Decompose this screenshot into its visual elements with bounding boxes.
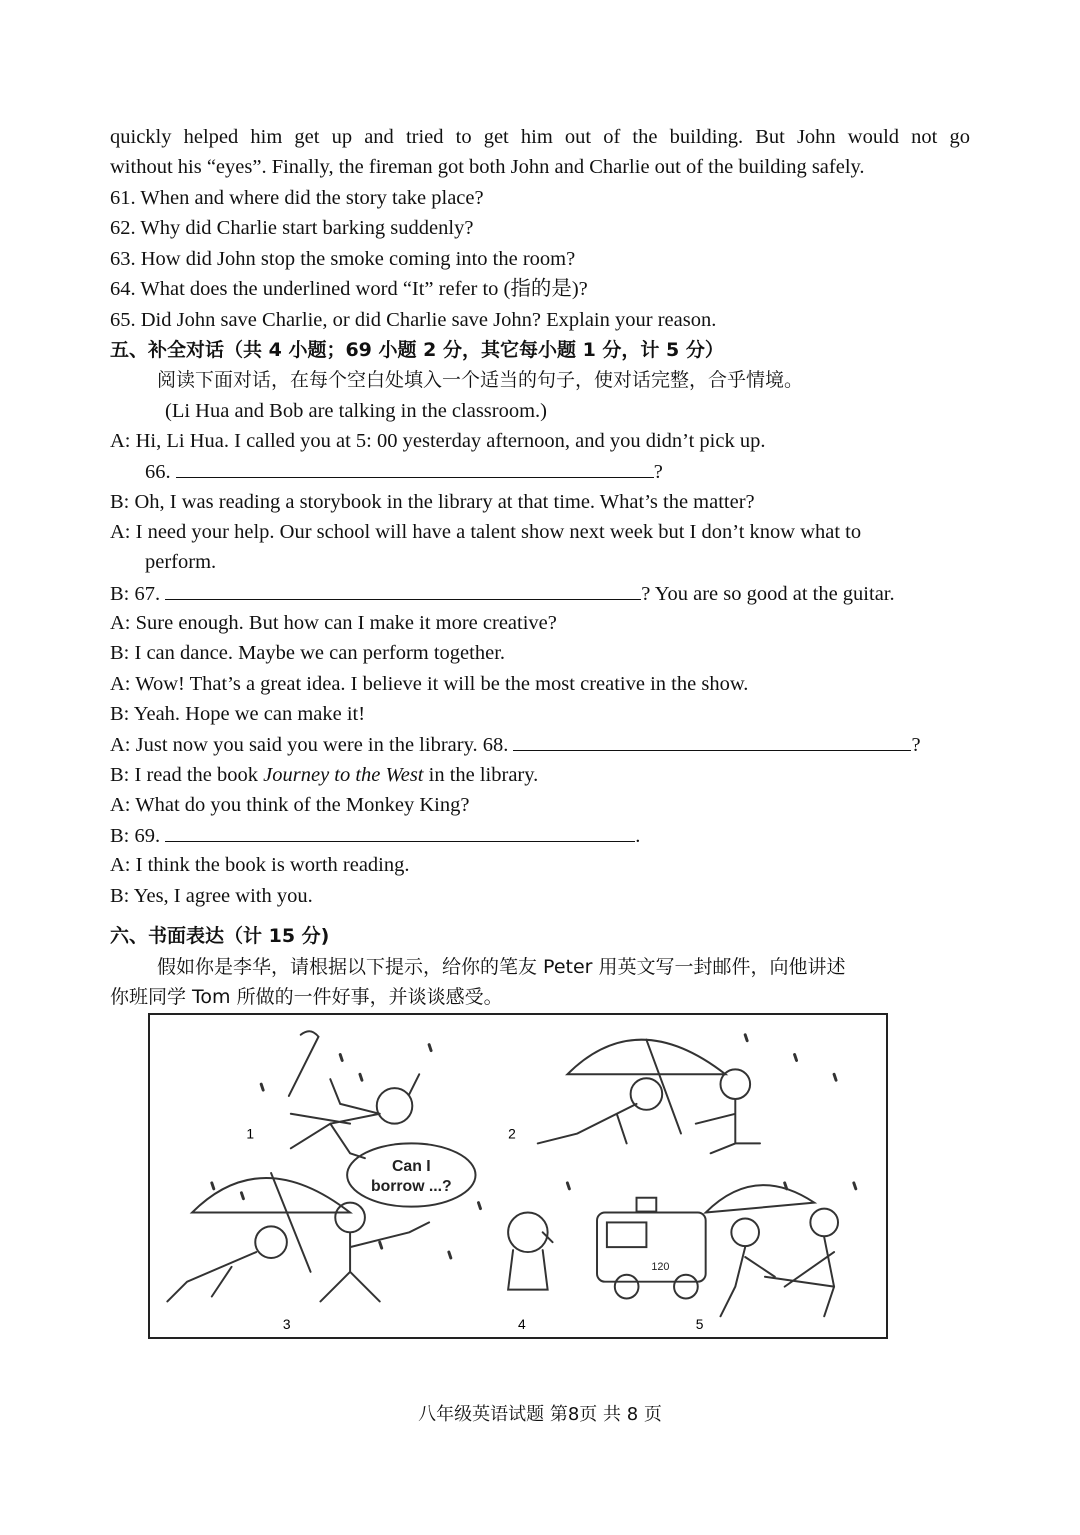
- page-footer: 八年级英语试题 第8页 共 8 页: [418, 1404, 662, 1425]
- panel-5-doctors: [706, 1185, 838, 1316]
- dialogue-line: A: Sure enough. But how can I make it more creative?: [110, 612, 557, 634]
- comic-illustration: [148, 1013, 888, 1339]
- panel-2-figure: [538, 1040, 760, 1154]
- answer-blank-68[interactable]: [513, 732, 911, 751]
- blank-number: B: 69.: [110, 825, 161, 847]
- comic-svg: [150, 1015, 886, 1337]
- panel-number-3: 3: [282, 1316, 291, 1333]
- speech-line-1: Can I: [392, 1158, 431, 1176]
- blank-end: ?: [911, 734, 921, 756]
- dialogue-line: B: I can dance. Maybe we can perform together.: [110, 642, 506, 664]
- dialogue-blank-67: [110, 581, 895, 606]
- section-5-heading: 五、补全对话（共 4 小题；69 小题 2 分，其它每小题 1 分，计 5 分）: [110, 339, 724, 361]
- speech-line-2: borrow ...?: [370, 1177, 452, 1195]
- question-64: 64. What does the underlined word “It” refer to (指的是)?: [110, 278, 588, 300]
- dialogue-line: A: Wow! That’s a great idea. I believe it will be the most creative in the show.: [110, 673, 749, 695]
- panel-1-figure: [289, 1031, 419, 1158]
- answer-blank-67[interactable]: [165, 581, 641, 600]
- dialogue-line: B: Yes, I agree with you.: [110, 885, 313, 907]
- dialogue-text: in the library.: [423, 764, 539, 786]
- blank-end: ? You are so good at the guitar.: [641, 583, 895, 605]
- dialogue-line: A: What do you think of the Monkey King?: [110, 794, 470, 816]
- writing-prompt: 假如你是李华，请根据以下提示，给你的笔友 Peter 用英文写一封邮件，向他讲述: [157, 956, 846, 978]
- blank-end: .: [635, 825, 641, 847]
- panel-4-figure: [508, 1213, 552, 1290]
- dialogue-line: B: Oh, I was reading a storybook in the library at that time. What’s the matter?: [110, 491, 755, 513]
- rain-drops: [212, 1035, 856, 1258]
- dialogue-setting: (Li Hua and Bob are talking in the classroom.): [165, 400, 547, 422]
- section-5-instruction: 阅读下面对话，在每个空白处填入一个适当的句子，使对话完整，合乎情境。: [157, 369, 804, 391]
- blank-end: ?: [653, 461, 663, 483]
- panel-number-4: 4: [518, 1316, 526, 1333]
- question-63: 63. How did John stop the smoke coming into the room?: [110, 248, 576, 270]
- blank-text: A: Just now you said you were in the library. 68.: [110, 734, 509, 756]
- dialogue-blank-68: [110, 732, 921, 757]
- dialogue-line: A: I need your help. Our school will have a talent show next week but I don’t know what to: [110, 521, 862, 543]
- blank-number: 66.: [145, 461, 171, 483]
- question-65: 65. Did John save Charlie, or did Charlie save John? Explain your reason.: [110, 309, 717, 331]
- writing-prompt: 你班同学 Tom 所做的一件好事，并谈谈感受。: [110, 986, 503, 1008]
- passage-line: without his “eyes”. Finally, the fireman got both John and Charlie out of the building safely.: [110, 156, 865, 178]
- dialogue-line: B: Yeah. Hope we can make it!: [110, 703, 366, 725]
- dialogue-blank-66: [145, 459, 663, 484]
- dialogue-line: A: Hi, Li Hua. I called you at 5: 00 yesterday afternoon, and you didn’t pick up.: [110, 430, 766, 452]
- blank-number: B: 67.: [110, 583, 161, 605]
- answer-blank-66[interactable]: [176, 459, 654, 478]
- passage-line: quickly helped him get up and tried to get him out of the building. But John would not go: [110, 126, 970, 148]
- panel-number-1: 1: [246, 1125, 255, 1142]
- question-61: 61. When and where did the story take place?: [110, 187, 484, 209]
- book-title: Journey to the West: [263, 764, 424, 786]
- dialogue-line: A: I think the book is worth reading.: [110, 854, 410, 876]
- dialogue-text: B: I read the book: [110, 764, 264, 786]
- panel-number-5: 5: [695, 1316, 704, 1333]
- dialogue-line: [110, 763, 538, 787]
- question-62: 62. Why did Charlie start barking suddenly?: [110, 217, 474, 239]
- dialogue-line: perform.: [145, 551, 217, 573]
- section-6-heading: 六、书面表达（计 15 分): [110, 925, 330, 947]
- panel-number-2: 2: [508, 1125, 516, 1142]
- ambulance-label: 120: [651, 1260, 670, 1273]
- dialogue-blank-69: [110, 823, 640, 848]
- answer-blank-69[interactable]: [165, 823, 635, 842]
- panel-5-ambulance: [597, 1198, 706, 1299]
